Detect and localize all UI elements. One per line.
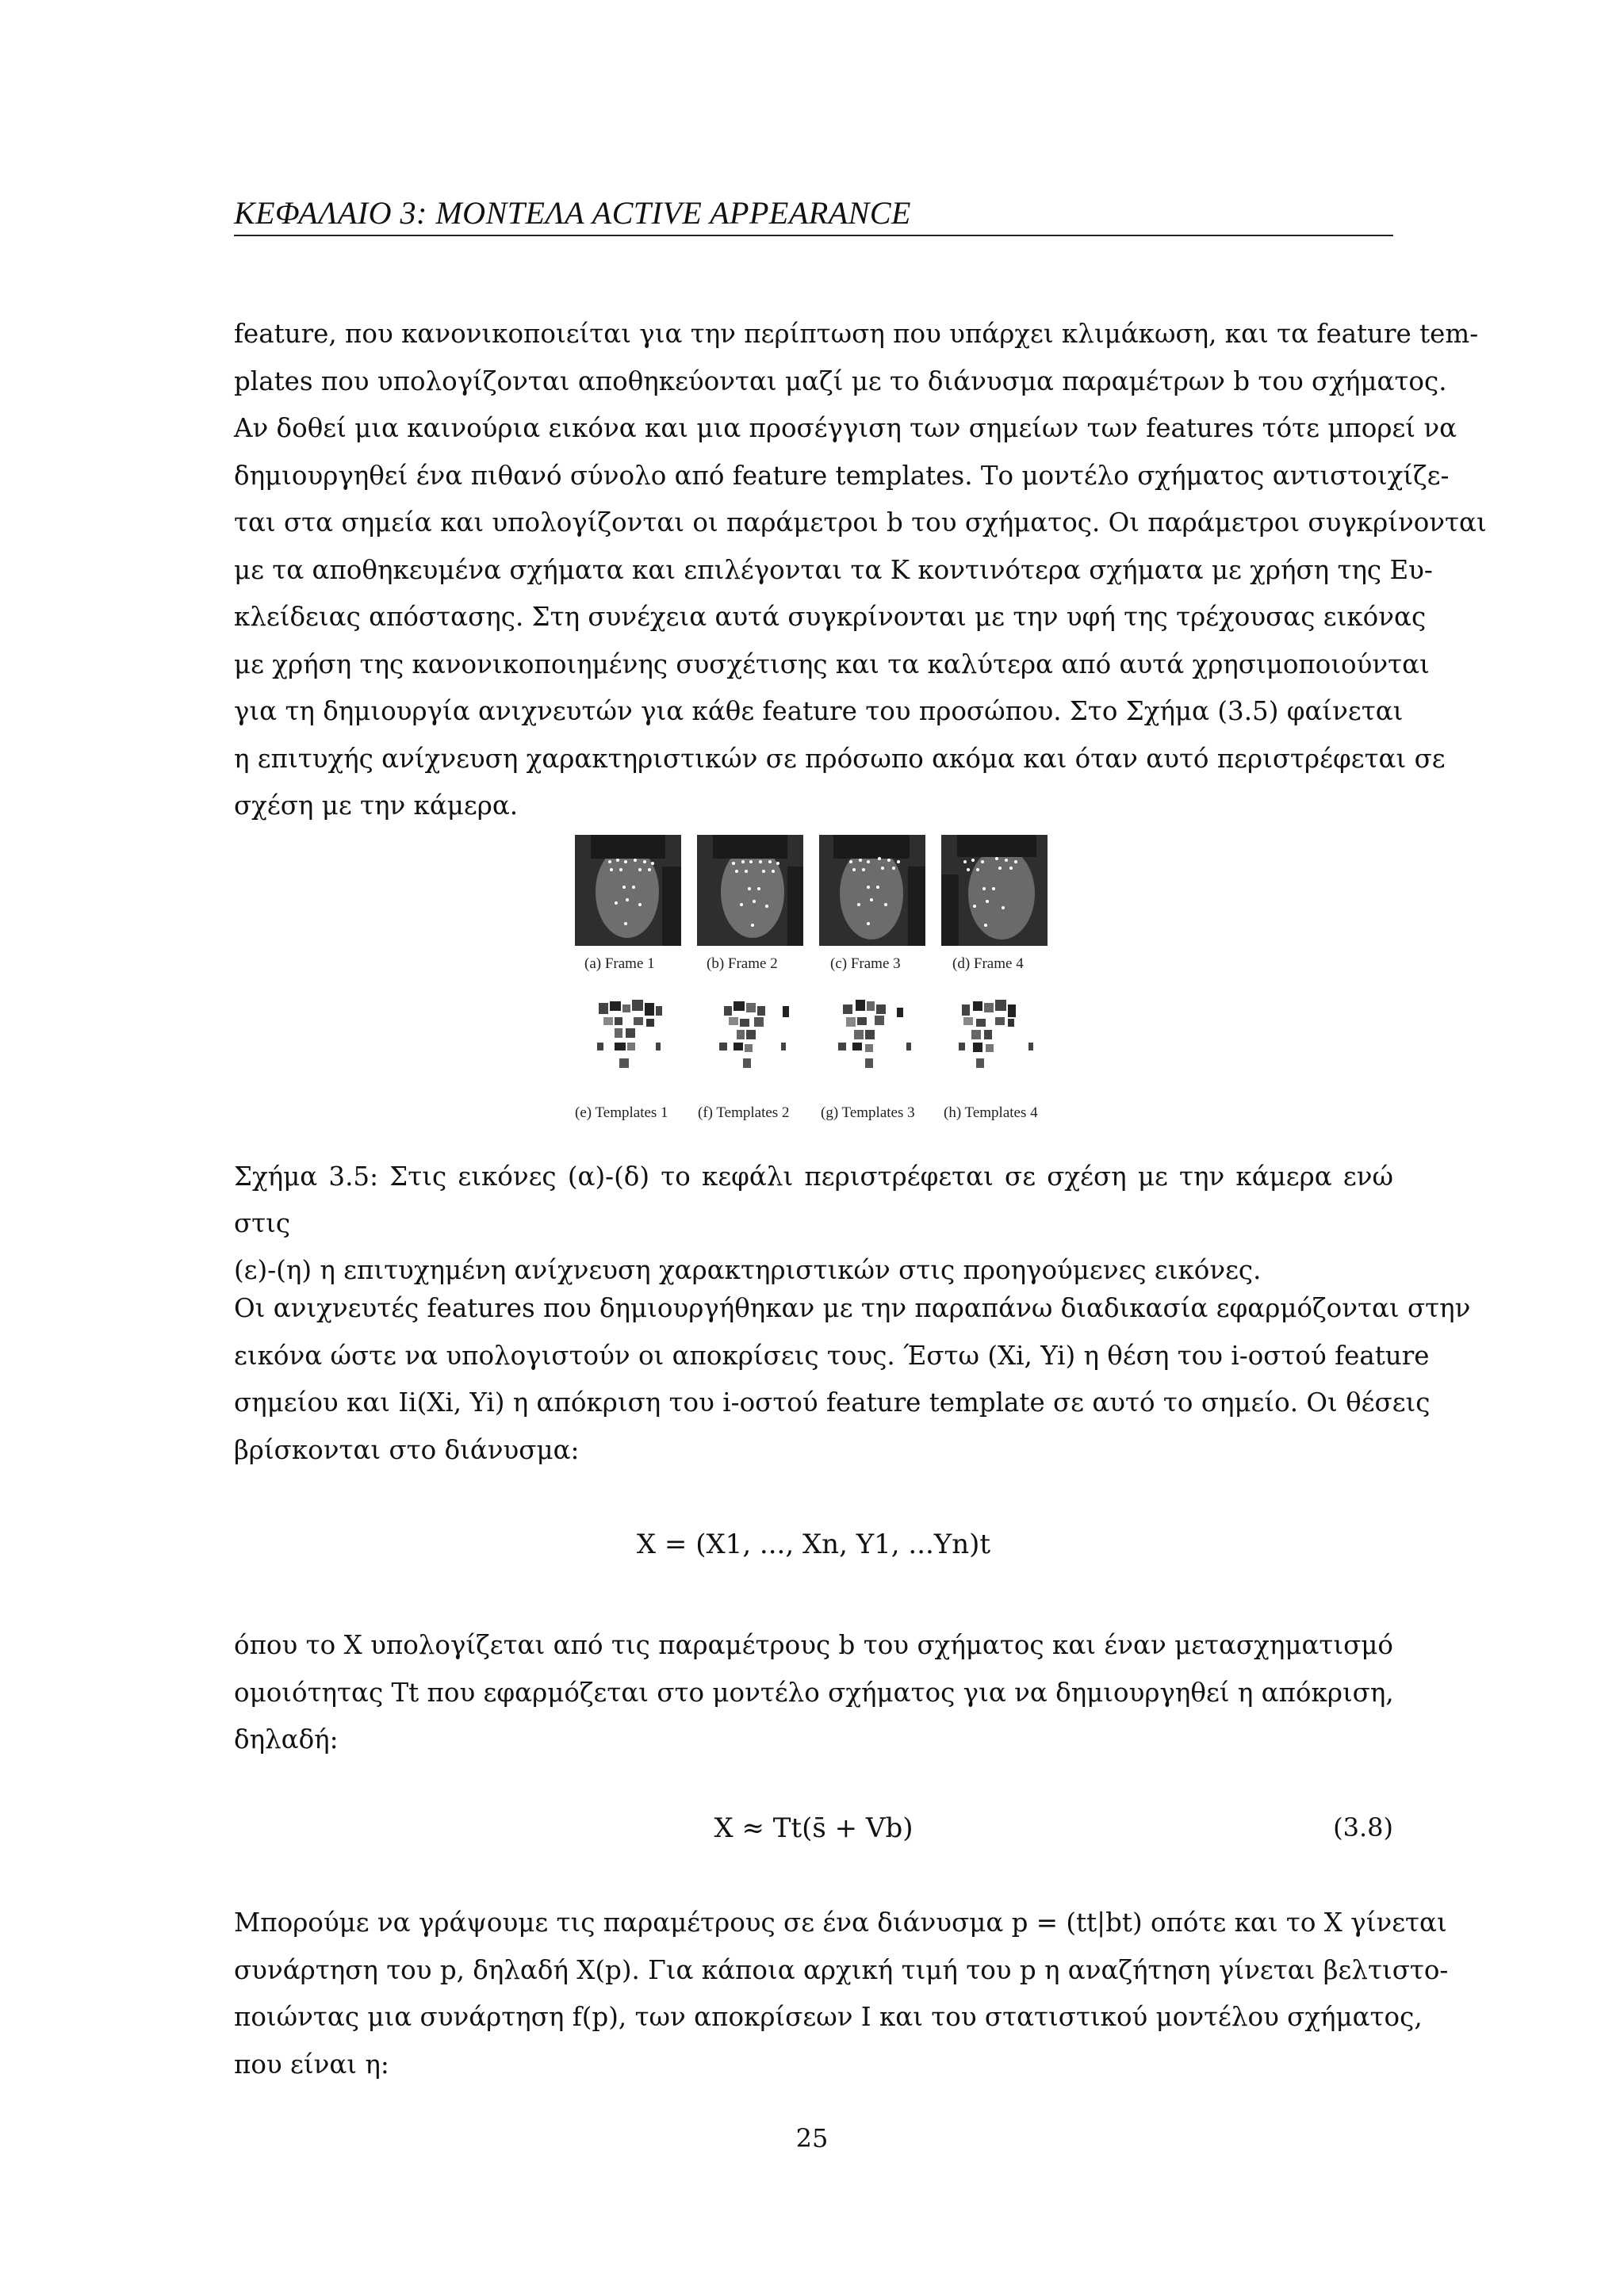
paragraph-line: Μπορούμε να γράψουμε τις παραμέτρους σε ένα διάνυσμα p = (tt|bt) οπότε και το X γίνεται [234,1908,1447,1938]
template-label: (f) Templates 2 [698,1104,790,1121]
frame-image-3 [819,835,925,946]
paragraph-4 [234,1900,1449,2088]
paragraph-line: feature, που κανονικοποιείται για την περίπτωση που υπάρχει κλιμάκωση, και τα feature tem- [234,319,1479,349]
paragraph-2 [234,1285,1471,1474]
page-number: 25 [795,2123,829,2153]
template-image-1 [583,993,686,1089]
caption-line-1: Σχήμα 3.5: Στις εικόνες (α)-(δ) το κεφάλι περιστρέφεται σε σχέση με την κάμερα ενώ στις [234,1161,1393,1238]
paragraph-line: ποιώντας μια συνάρτηση f(p), των αποκρίσεων I και του στατιστικού μοντέλου σχήματος, [234,2002,1423,2032]
paragraph-line: Οι ανιχνευτές features που δημιουργήθηκαν με την παραπάνω διαδικασία εφαρμόζονται στην [234,1293,1471,1323]
paragraph-1 [234,311,1487,830]
paragraph-line: βρίσκονται στο διάνυσμα: [234,1434,580,1465]
paragraph-line: κλείδειας απόστασης. Στη συνέχεια αυτά συγκρίνονται με την υφή της τρέχουσας εικόνας [234,602,1427,632]
template-image-3 [827,993,930,1089]
caption-line-2: (ε)-(η) η επιτυχημένη ανίχνευση χαρακτηριστικών στις προηγούμενες εικόνες. [234,1255,1262,1285]
paragraph-line: ομοιότητας Tt που εφαρμόζεται στο μοντέλο σχήματος για να δημιουργηθεί η απόκριση, [234,1677,1394,1708]
paragraph-line: με τα αποθηκευμένα σχήματα και επιλέγονται τα K κοντινότερα σχήματα με χρήση της Ευ- [234,554,1433,585]
paragraph-line: δημιουργηθεί ένα πιθανό σύνολο από feature templates. Το μοντέλο σχήματος αντιστοιχίζε- [234,460,1450,491]
paragraph-3 [234,1622,1393,1764]
paragraph-line: ται στα σημεία και υπολογίζονται οι παράμετροι b του σχήματος. Οι παράμετροι συγκρίνονται [234,507,1487,538]
equation-1: X = (X1, ..., Xn, Y1, ...Yn)t [636,1529,991,1560]
frame-image-4 [941,835,1048,946]
template-image-2 [705,993,808,1089]
paragraph-line: plates που υπολογίζονται αποθηκεύονται μαζί με το διάνυσμα παραμέτρων b του σχήματος. [234,365,1447,396]
frame-label: (a) Frame 1 [584,955,655,972]
paragraph-line: συνάρτηση του p, δηλαδή X(p). Για κάποια αρχική τιμή του p η αναζήτηση γίνεται βελτιστο- [234,1954,1449,1985]
frame-image-1 [575,835,681,946]
frame-label: (c) Frame 3 [830,955,901,972]
paragraph-line: όπου το X υπολογίζεται από τις παραμέτρους b του σχήματος και έναν μετασχηματισμό [234,1630,1393,1660]
template-image-4 [949,993,1052,1089]
frame-label: (d) Frame 4 [952,955,1024,972]
running-header: ΚΕΦΑΛΑΙΟ 3: ΜΟΝΤΕΛΑ ACTIVE APPEARANCE [234,195,911,231]
paragraph-line: σχέση με την κάμερα. [234,790,519,821]
paragraph-line: η επιτυχής ανίχνευση χαρακτηριστικών σε πρόσωπο ακόμα και όταν αυτό περιστρέφεται σε [234,743,1446,774]
figure-caption [234,1154,1393,1294]
template-label: (h) Templates 4 [944,1104,1038,1121]
paragraph-line: εικόνα ώστε να υπολογιστούν οι αποκρίσεις τους. Έστω (Xi, Yi) η θέση του i-οστού feature [234,1340,1430,1371]
paragraph-line: δηλαδή: [234,1724,339,1755]
frame-label: (b) Frame 2 [707,955,778,972]
paragraph-line: που είναι η: [234,2049,389,2080]
paragraph-line: για τη δημιουργία ανιχνευτών για κάθε feature του προσώπου. Στο Σχήμα (3.5) φαίνεται [234,696,1404,726]
paragraph-line: με χρήση της κανονικοποιημένης συσχέτισης και τα καλύτερα από αυτά χρησιμοποιούνται [234,649,1430,679]
equation-number: (3.8) [1333,1812,1393,1843]
figure-3-5 [575,835,1051,1136]
template-label: (g) Templates 3 [821,1104,915,1121]
header-rule [234,235,1393,236]
template-label: (e) Templates 1 [575,1104,668,1121]
equation-2-body: X ≈ Tt(s̄ + Vb) [714,1812,914,1844]
paragraph-line: Αν δοθεί μια καινούρια εικόνα και μια προσέγγιση των σημείων των features τότε μπορεί να [234,413,1457,443]
equation-2 [234,1812,1393,1844]
frame-image-2 [697,835,803,946]
paragraph-line: σημείου και Ii(Xi, Yi) η απόκριση του i-οστού feature template σε αυτό το σημείο. Οι θέσεις [234,1387,1431,1418]
